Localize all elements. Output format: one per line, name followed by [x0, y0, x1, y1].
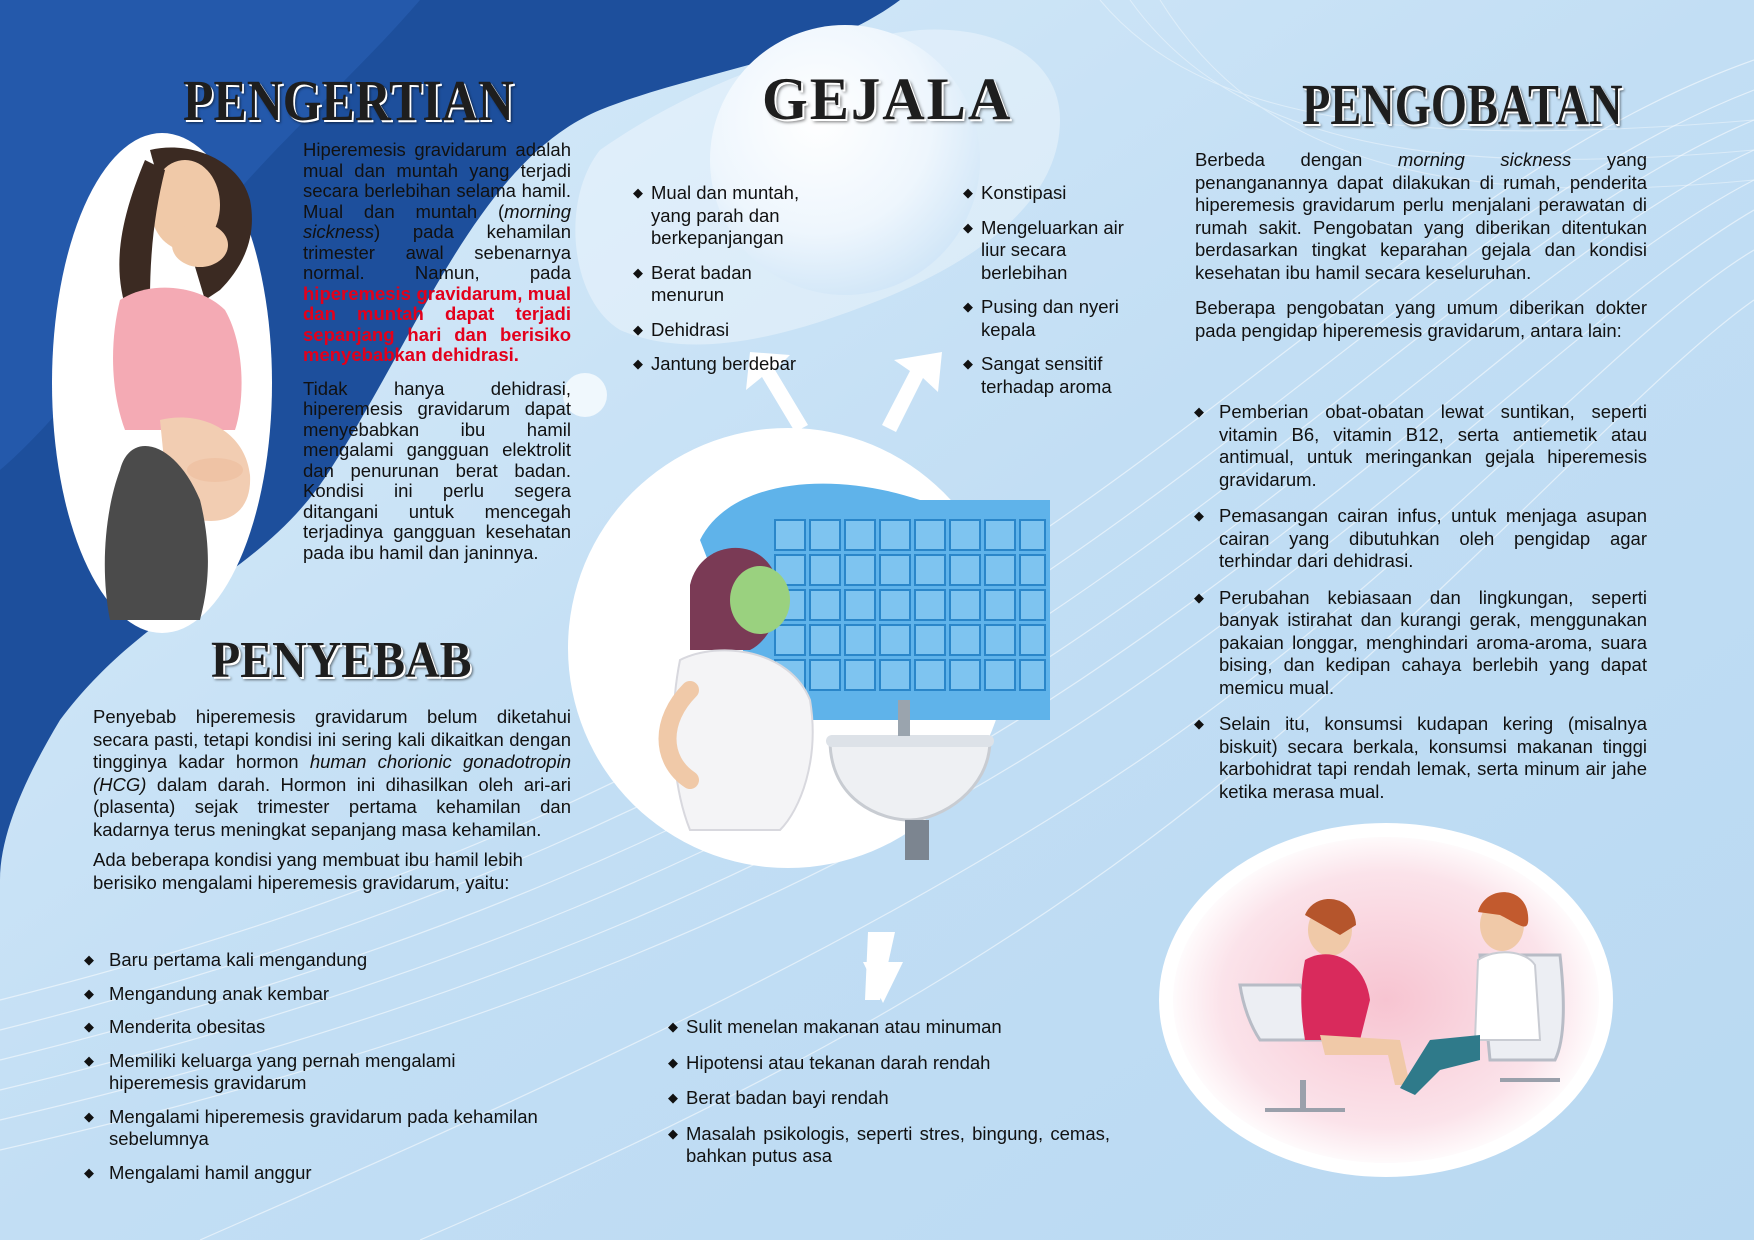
pengobatan-list — [1194, 401, 1647, 814]
pengobatan-text — [1195, 149, 1647, 355]
diamond-bullet-icon: ◆ — [963, 356, 973, 371]
list-item: ◆ Sulit menelan makanan atau minuman — [668, 1016, 1002, 1037]
list-item: ◆ Mengalami hiperemesis gravidarum pada kehamilan sebelumnya — [84, 1105, 538, 1149]
diamond-bullet-icon: ◆ — [1194, 589, 1204, 605]
diamond-bullet-icon: ◆ — [1194, 508, 1204, 523]
list-item: ◆ Memiliki keluarga yang pernah mengalami hiperemesis gravidarum — [84, 1049, 456, 1093]
diamond-bullet-icon: ◆ — [633, 185, 643, 200]
diamond-bullet-icon: ◆ — [1194, 716, 1204, 731]
diamond-bullet-icon: ◆ — [84, 1164, 94, 1180]
list-item: ◆ Mual dan muntah, yang parah dan berkepanjangan — [633, 182, 800, 248]
list-item: ◆ Menderita obesitas — [84, 1016, 266, 1037]
heading-pengertian: PENGERTIAN — [183, 68, 514, 133]
diamond-bullet-icon: ◆ — [668, 1125, 678, 1141]
list-item: ◆ Mengandung anak kembar — [84, 982, 330, 1004]
diamond-bullet-icon: ◆ — [633, 356, 643, 371]
diamond-bullet-icon: ◆ — [84, 1052, 94, 1068]
diamond-bullet-icon: ◆ — [963, 219, 973, 235]
list-item: ◆ Baru pertama kali mengandung — [84, 949, 368, 970]
pengertian-text — [303, 140, 571, 576]
list-item: ◆ Berat badan menurun — [633, 261, 752, 305]
diamond-bullet-icon: ◆ — [84, 952, 94, 967]
heading-pengobatan: PENGOBATAN — [1302, 72, 1623, 137]
heading-penyebab: PENYEBAB — [211, 632, 472, 689]
gejala-list-right — [963, 182, 1138, 409]
diamond-bullet-icon: ◆ — [633, 321, 643, 337]
diamond-bullet-icon: ◆ — [84, 1108, 94, 1124]
diamond-bullet-icon: ◆ — [963, 185, 973, 200]
list-item: ◆ Pemasangan cairan infus, untuk menjaga asupan cairan yang dibutuhkan oleh pengidap agar terhindar dari dehidrasi. — [1194, 505, 1647, 571]
penyebab-text — [93, 706, 571, 907]
list-item: ◆ Mengeluarkan air liur secara berlebihan — [963, 216, 1124, 283]
penyebab-list — [84, 949, 544, 1195]
pengertian-paragraph-2: Tidak hanya dehidrasi, hiperemesis gravidarum dapat menyebabkan ibu hamil mengalami gangguan elektrolit dan penurunan berat badan. Kondisi ini perlu segera ditangani untuk mencegah terjadinya gangguan kesehatan pada ibu hamil dan janinnya. — [303, 377, 571, 563]
gejala-list-bottom — [668, 1016, 1110, 1179]
diamond-bullet-icon: ◆ — [84, 985, 94, 1001]
diamond-bullet-icon: ◆ — [1194, 404, 1204, 419]
pengertian-paragraph-1: Hiperemesis gravidarum adalah mual dan muntah yang terjadi secara berlebihan selama hamil. Mual dan muntah (morning sickness) pada kehamilan trimester awal sebenarnya normal. Namun, pada hiperemesis gravidarum, mual dan muntah dapat terjadi sepanjang hari dan berisiko menyebabkan dehidrasi. — [303, 139, 571, 365]
penyebab-paragraph-1: Penyebab hiperemesis gravidarum belum diketahui secara pasti, tetapi kondisi ini sering kali dikaitkan dengan tingginya kadar hormon human chorionic gonadotropin (HCG) dalam darah. Hormon ini dihasilkan oleh ari-ari (plasenta) sejak trimester pertama kehamilan dan kadarnya terus meningkat sepanjang masa kehamilan. — [93, 706, 571, 840]
diamond-bullet-icon: ◆ — [668, 1054, 678, 1070]
list-item: ◆ Dehidrasi — [633, 318, 730, 340]
gejala-list-left — [633, 182, 808, 387]
pengobatan-paragraph-1: Berbeda dengan morning sickness yang penanganannya dapat dilakukan di rumah, penderita hiperemesis gravidarum perlu menjalani perawatan di rumah sakit. Pengobatan yang diberikan ditentukan berdasarkan tingkat keparahan gejala dan kondisi kesehatan ibu hamil secara keseluruhan. — [1195, 149, 1647, 283]
penyebab-paragraph-2: Ada beberapa kondisi yang membuat ibu hamil lebih berisiko mengalami hiperemesis gravidarum, yaitu: — [93, 849, 523, 893]
diamond-bullet-icon: ◆ — [633, 264, 643, 280]
list-item: ◆ Selain itu, konsumsi kudapan kering (misalnya biskuit) secara berkala, konsumsi makanan tinggi karbohidrat tapi rendah lemak, serta minum air jahe ketika merasa mual. — [1194, 713, 1647, 802]
list-item: ◆ Pusing dan nyeri kepala — [963, 296, 1119, 340]
list-item: ◆ Pemberian obat-obatan lewat suntikan, seperti vitamin B6, vitamin B12, serta antiemetik atau antimual, untuk meringankan gejala hiperemesis gravidarum. — [1194, 401, 1647, 490]
diamond-bullet-icon: ◆ — [84, 1019, 94, 1034]
list-item: ◆ Hipotensi atau tekanan darah rendah — [668, 1051, 991, 1073]
list-item: ◆ Sangat sensitif terhadap aroma — [963, 353, 1112, 397]
list-item: ◆ Konstipasi — [963, 182, 1067, 203]
list-item: ◆ Mengalami hamil anggur — [84, 1161, 312, 1183]
list-item: ◆ Masalah psikologis, seperti stres, bingung, cemas, bahkan putus asa — [668, 1122, 1110, 1166]
diamond-bullet-icon: ◆ — [963, 299, 973, 314]
list-item: ◆ Jantung berdebar — [633, 353, 797, 374]
list-item: ◆ Berat badan bayi rendah — [668, 1087, 889, 1108]
list-item: ◆ Perubahan kebiasaan dan lingkungan, seperti banyak istirahat dan kurangi gerak, menggunakan pakaian longgar, menghindari aroma-aroma, suara bising, dan kedipan cahaya berlebih yang dapat memicu mual. — [1194, 586, 1647, 698]
diamond-bullet-icon: ◆ — [668, 1090, 678, 1105]
pengertian-highlight: hiperemesis gravidarum, mual dan muntah dapat terjadi sepanjang hari dan berisiko menyebabkan dehidrasi. — [303, 282, 571, 365]
diamond-bullet-icon: ◆ — [668, 1019, 678, 1034]
pengobatan-paragraph-2: Beberapa pengobatan yang umum diberikan dokter pada pengidap hiperemesis gravidarum, antara lain: — [1195, 297, 1647, 341]
heading-gejala: GEJALA — [762, 66, 1013, 132]
